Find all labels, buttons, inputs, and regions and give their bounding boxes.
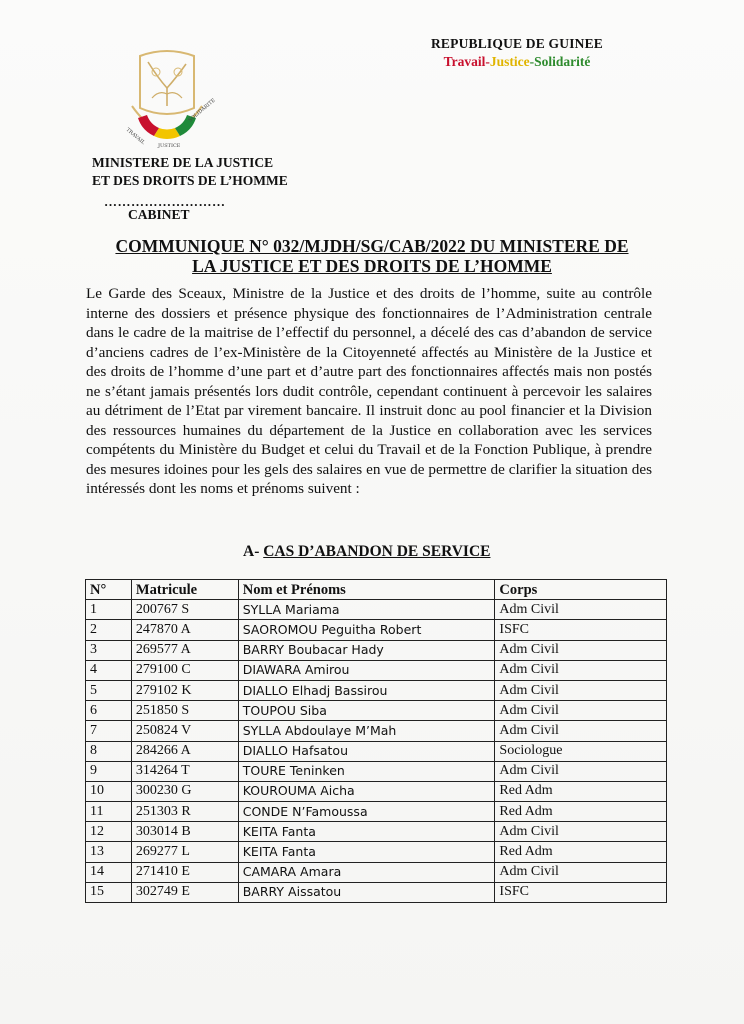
communique-title xyxy=(92,236,652,276)
cell-matricule: 284266 A xyxy=(131,741,238,761)
cell-number: 9 xyxy=(86,761,132,781)
cell-corps: Adm Civil xyxy=(495,721,667,741)
cell-matricule: 271410 E xyxy=(131,862,238,882)
cell-name: TOURE Teninken xyxy=(238,761,495,781)
table-row xyxy=(86,741,667,761)
cell-name: BARRY Aissatou xyxy=(238,882,495,902)
table-row xyxy=(86,842,667,862)
cell-corps: Adm Civil xyxy=(495,680,667,700)
national-motto xyxy=(412,54,622,70)
cell-number: 14 xyxy=(86,862,132,882)
table-row xyxy=(86,701,667,721)
cell-matricule: 200767 S xyxy=(131,600,238,620)
motto-part-solidarite: -Solidarité xyxy=(529,54,591,69)
cell-corps: Adm Civil xyxy=(495,640,667,660)
cell-name: DIALLO Elhadj Bassirou xyxy=(238,680,495,700)
table-row xyxy=(86,660,667,680)
cell-matricule: 300230 G xyxy=(131,781,238,801)
cell-matricule: 314264 T xyxy=(131,761,238,781)
cell-matricule: 247870 A xyxy=(131,620,238,640)
cabinet-label: CABINET xyxy=(128,207,190,222)
communique-title-line-2: LA JUSTICE ET DES DROITS DE L’HOMME xyxy=(192,256,552,276)
table-row xyxy=(86,620,667,640)
cell-name: KEITA Fanta xyxy=(238,842,495,862)
cell-name: TOUPOU Siba xyxy=(238,701,495,721)
cell-matricule: 302749 E xyxy=(131,882,238,902)
cell-number: 6 xyxy=(86,701,132,721)
cell-name: SYLLA Abdoulaye M’Mah xyxy=(238,721,495,741)
cell-corps: Adm Civil xyxy=(495,600,667,620)
cell-name: CAMARA Amara xyxy=(238,862,495,882)
emblem-label-left: TRAVAIL xyxy=(124,126,146,147)
cell-number: 12 xyxy=(86,822,132,842)
cell-number: 2 xyxy=(86,620,132,640)
cell-corps: Adm Civil xyxy=(495,660,667,680)
table-row xyxy=(86,781,667,801)
cell-corps: Adm Civil xyxy=(495,822,667,842)
separator-dots: ……………………… xyxy=(104,194,226,209)
abandonment-table xyxy=(85,579,667,903)
cell-matricule: 251850 S xyxy=(131,701,238,721)
table-row xyxy=(86,822,667,842)
section-prefix: A- xyxy=(243,543,264,560)
republic-name: REPUBLIQUE DE GUINEE xyxy=(430,36,604,51)
table-row xyxy=(86,761,667,781)
cell-corps: Adm Civil xyxy=(495,701,667,721)
cell-name: SAOROMOU Peguitha Robert xyxy=(238,620,495,640)
motto-part-justice: Justice xyxy=(489,54,530,69)
cell-number: 11 xyxy=(86,802,132,822)
cell-corps: Adm Civil xyxy=(495,862,667,882)
cell-number: 1 xyxy=(86,600,132,620)
cell-matricule: 250824 V xyxy=(131,721,238,741)
table-row xyxy=(86,680,667,700)
cell-corps: Red Adm xyxy=(495,842,667,862)
header-name: Nom et Prénoms xyxy=(238,580,495,600)
cell-matricule: 251303 R xyxy=(131,802,238,822)
cell-corps: Adm Civil xyxy=(495,761,667,781)
cell-name: DIALLO Hafsatou xyxy=(238,741,495,761)
table-body xyxy=(86,600,667,903)
ministry-line-2: ET DES DROITS DE L’HOMME xyxy=(92,173,288,188)
cell-corps: Sociologue xyxy=(495,741,667,761)
cell-name: DIAWARA Amirou xyxy=(238,660,495,680)
cell-number: 15 xyxy=(86,882,132,902)
cell-name: KOUROUMA Aicha xyxy=(238,781,495,801)
table-row xyxy=(86,802,667,822)
cell-name: CONDE N’Famoussa xyxy=(238,802,495,822)
motto-part-travail: Travail- xyxy=(443,54,490,69)
cell-matricule: 303014 B xyxy=(131,822,238,842)
cell-number: 3 xyxy=(86,640,132,660)
ministry-name xyxy=(92,154,288,190)
header-corps: Corps xyxy=(495,580,667,600)
table-row xyxy=(86,721,667,741)
republic-header xyxy=(412,36,622,70)
coat-of-arms-emblem xyxy=(112,48,222,158)
cell-name: KEITA Fanta xyxy=(238,822,495,842)
cell-name: SYLLA Mariama xyxy=(238,600,495,620)
cell-number: 13 xyxy=(86,842,132,862)
table-header-row xyxy=(86,580,667,600)
table-row xyxy=(86,640,667,660)
cell-number: 5 xyxy=(86,680,132,700)
section-heading xyxy=(243,543,490,561)
communique-body: Le Garde des Sceaux, Ministre de la Justice et des droits de l’homme, suite au contrôle interne des dossiers et présence physique des fonctionnaires de l’Administration centrale dans le cadre de la maitrise de l’effectif du personnel, a décelé des cas d’abandon de service d’anciens cadres de l’ex-Ministère de la Citoyenneté affectés au Ministère de la Justice et des droits de l’homme d’une part et d’autre part des fonctionnaires affectés mais non postés ne s’étant jamais présentés lors dudit contrôle, cependant continuent à percevoir les salaires au détriment de l’Etat par virement bancaire. Il instruit donc au pool financier et la Division des ressources humaines du département de la Justice en collaboration avec les services compétents du Ministère du Budget et celui du Travail et de la Fonction Publique, à prendre des mesures idoines pour les gels des salaires en vue de permettre de clarifier la situation des intéressés dont les noms et prénoms suivent : xyxy=(86,285,652,497)
cell-number: 10 xyxy=(86,781,132,801)
cell-name: BARRY Boubacar Hady xyxy=(238,640,495,660)
cell-matricule: 279100 C xyxy=(131,660,238,680)
cell-number: 7 xyxy=(86,721,132,741)
cell-corps: Red Adm xyxy=(495,802,667,822)
emblem-label-bottom: JUSTICE xyxy=(158,143,181,149)
cell-corps: ISFC xyxy=(495,620,667,640)
cell-corps: Red Adm xyxy=(495,781,667,801)
table-row xyxy=(86,862,667,882)
cell-corps: ISFC xyxy=(495,882,667,902)
cell-number: 8 xyxy=(86,741,132,761)
communique-title-line-1: COMMUNIQUE N° 032/MJDH/SG/CAB/2022 DU MINISTERE DE xyxy=(115,236,629,256)
table-row xyxy=(86,882,667,902)
cell-matricule: 269577 A xyxy=(131,640,238,660)
ministry-line-1: MINISTERE DE LA JUSTICE xyxy=(92,155,274,170)
cell-matricule: 279102 K xyxy=(131,680,238,700)
emblem-label-right: SOLIDARITE xyxy=(187,97,217,124)
header-number: N° xyxy=(86,580,132,600)
section-title: CAS D’ABANDON DE SERVICE xyxy=(263,543,491,560)
table-row xyxy=(86,600,667,620)
cell-matricule: 269277 L xyxy=(131,842,238,862)
header-matricule: Matricule xyxy=(131,580,238,600)
cell-number: 4 xyxy=(86,660,132,680)
